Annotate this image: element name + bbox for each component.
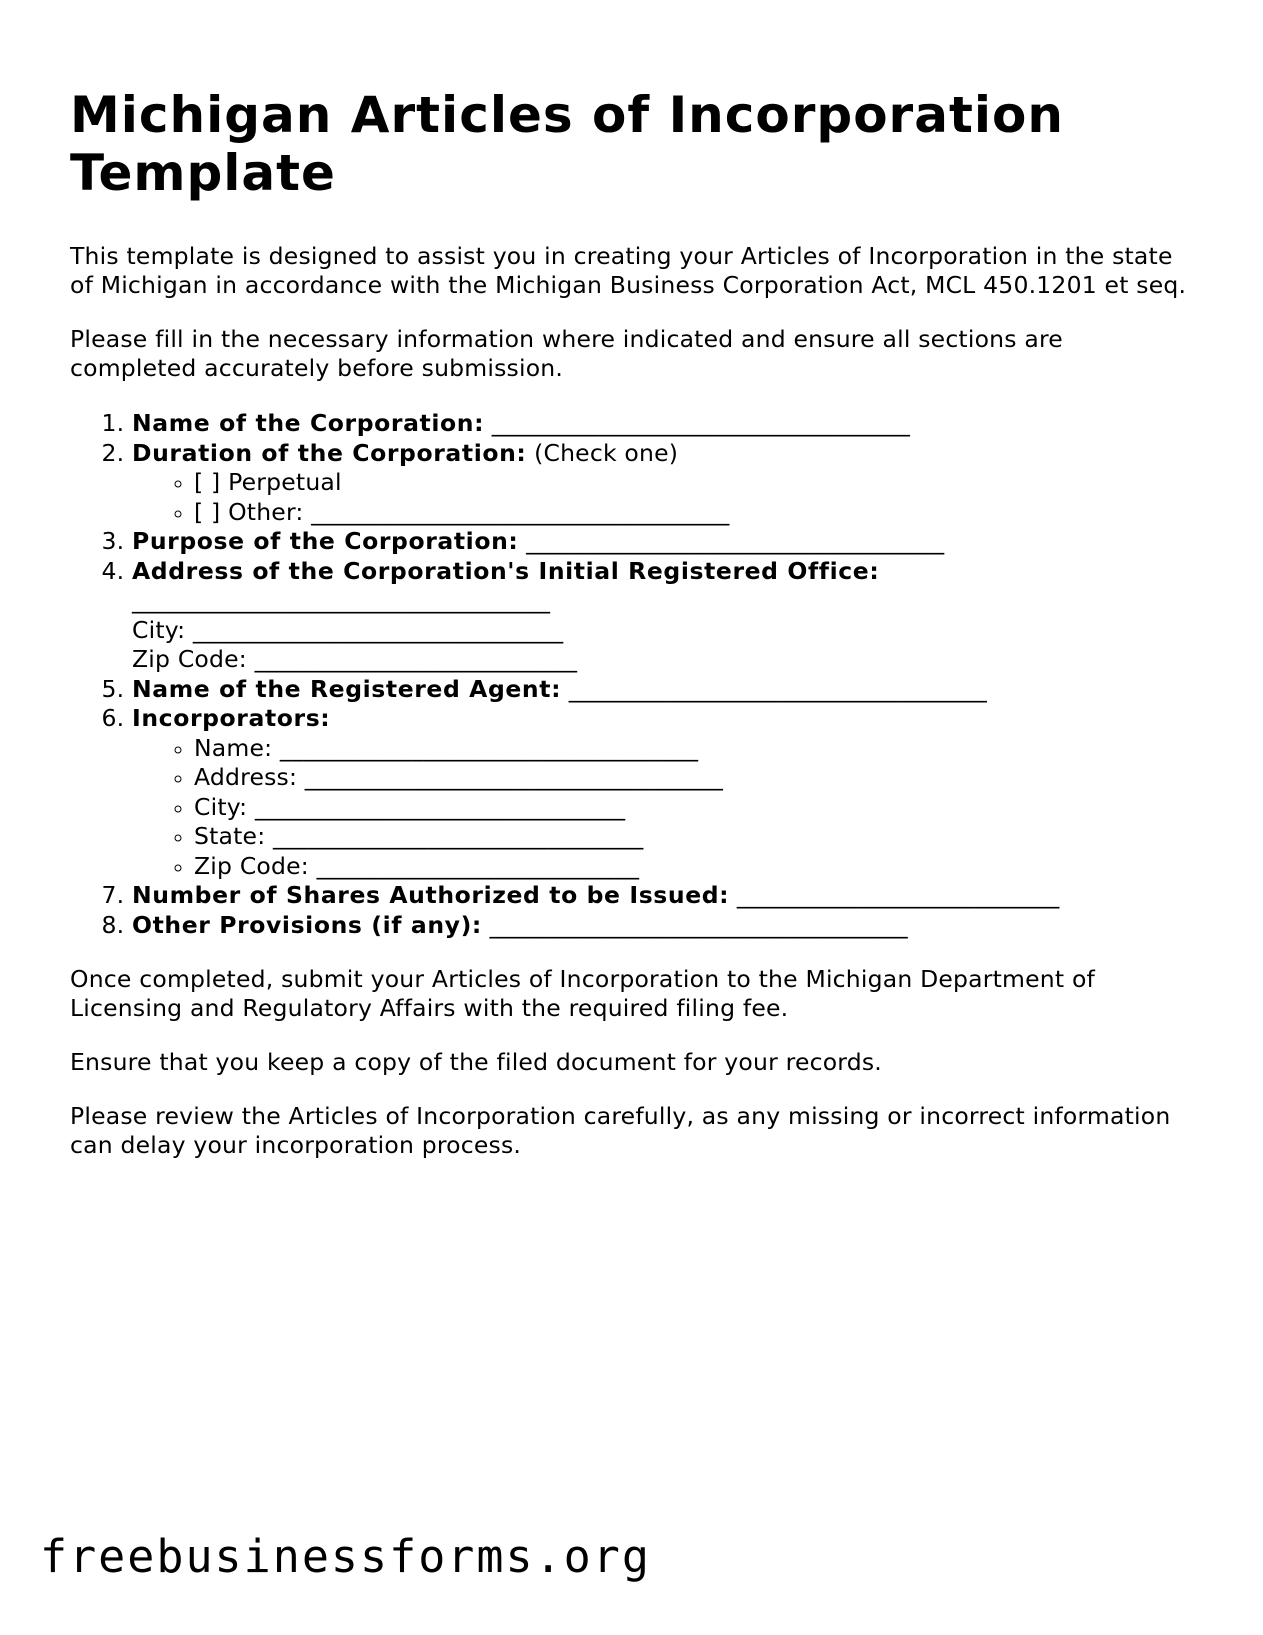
incorporator-zip[interactable]: ◦ Zip Code: ___________________________ [194, 852, 1190, 882]
page-title: Michigan Articles of Incorporation Template [70, 86, 1064, 202]
incorporators-fields [132, 734, 1190, 882]
list-item-purpose [132, 527, 1190, 557]
list-item-incorporators [132, 704, 1190, 881]
footer-watermark: freebusinessforms.org [40, 1530, 651, 1583]
address-zip[interactable]: Zip Code: ___________________________ [132, 645, 578, 673]
closing-paragraph-1: Once completed, submit your Articles of Incorporation to the Michigan Department of Licensing and Regulatory Affairs with the required filing fee. [70, 965, 1096, 1022]
list-item-duration [132, 439, 1190, 528]
duration-note: (Check one) [534, 438, 679, 467]
name-blank[interactable]: ___________________________________ [491, 409, 911, 437]
list-item-name [132, 409, 1190, 439]
agent-blank[interactable]: ___________________________________ [568, 674, 987, 703]
address-label: Address of the Corporation's Initial Registered Office: [132, 556, 880, 585]
shares-blank[interactable]: ___________________________ [736, 881, 1060, 909]
option-perpetual[interactable]: ◦ [ ] Perpetual [194, 468, 1190, 498]
closing-paragraph-2: Ensure that you keep a copy of the filed document for your records. [70, 1048, 882, 1076]
closing-paragraph-3: Please review the Articles of Incorporation carefully, as any missing or incorrect information can delay your incorporation process. [70, 1102, 1171, 1159]
shares-label: Number of Shares Authorized to be Issued: [132, 881, 730, 909]
purpose-label: Purpose of the Corporation: [132, 527, 519, 555]
articles-list [70, 409, 1190, 940]
other-provisions-blank[interactable]: ___________________________________ [489, 910, 908, 939]
incorporator-city[interactable]: ◦ City: _______________________________ [194, 793, 1190, 823]
agent-label: Name of the Registered Agent: [132, 674, 562, 703]
purpose-blank[interactable]: ___________________________________ [526, 527, 945, 555]
incorporator-name[interactable]: ◦ Name: ___________________________________ [194, 734, 1190, 764]
duration-options [132, 468, 1190, 527]
document-page [70, 86, 1190, 1160]
list-item-shares [132, 881, 1190, 911]
name-label: Name of the Corporation: [132, 409, 485, 437]
incorporator-address[interactable]: ◦ Address: ___________________________________ [194, 763, 1190, 793]
list-item-other-provisions [132, 911, 1190, 941]
intro-paragraph-1: This template is designed to assist you in creating your Articles of Incorporation in the state of Michigan in accordance with the Michigan Business Corporation Act, MCL 450.1201 et seq. [70, 242, 1187, 299]
address-city[interactable]: City: _______________________________ [132, 615, 564, 644]
list-item-address [132, 557, 1190, 675]
incorporator-state[interactable]: ◦ State: _______________________________ [194, 822, 1190, 852]
other-provisions-label: Other Provisions (if any): [132, 910, 482, 939]
duration-label: Duration of the Corporation: [132, 438, 527, 467]
incorporators-label: Incorporators: [132, 704, 331, 732]
option-other[interactable]: ◦ [ ] Other: ___________________________________ [194, 498, 1190, 528]
address-blank[interactable]: ___________________________________ [132, 586, 551, 614]
list-item-agent [132, 675, 1190, 705]
intro-paragraph-2: Please fill in the necessary information where indicated and ensure all sections are completed accurately before submission. [70, 325, 1063, 382]
